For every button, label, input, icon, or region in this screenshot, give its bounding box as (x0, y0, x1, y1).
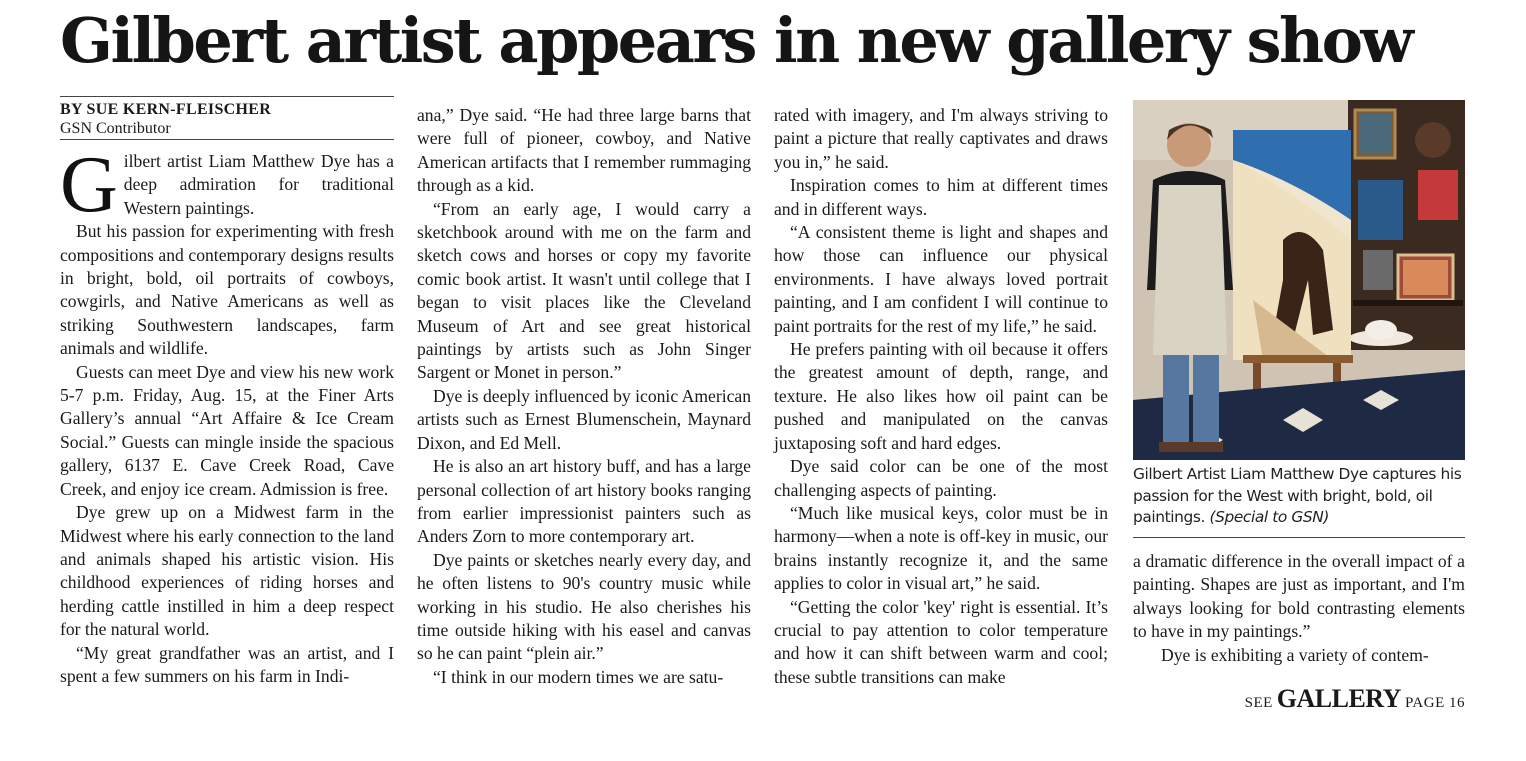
paragraph: He prefers painting with oil because it offers the greatest amount of depth, range, and texture. He also likes how oil paint can be pushed and manipulated on the canvas juxtaposing soft and hard edges. (774, 339, 1108, 453)
paragraph: Dye paints or sketches nearly every day, and he often listens to 90's country music while working in his studio. He also cherishes his time outside hiking with his easel and canvas so he can paint “plein air.” (417, 549, 751, 664)
paragraph: rated with imagery, and I'm always striving to paint a picture that really captivates and draws you in,” he said. (774, 105, 1108, 172)
article-column-4 (1133, 550, 1465, 667)
byline (60, 100, 394, 138)
headline: Gilbert artist appears in new gallery show (60, 4, 1412, 77)
paragraph: Guests can meet Dye and view his new work 5-7 p.m. Friday, Aug. 15, at the Finer Arts Gallery’s annual “Art Affaire & Ice Cream Social.” Guests can mingle inside the spacious gallery, 6137 E. Cave Creek Road, Cave Creek, and enjoy ice cream. Admission is free. (60, 361, 394, 499)
paragraph: Dye grew up on a Midwest farm in the Midwest where his early connection to the land and animals shaped his artistic vision. His childhood experiences of riding horses and herding cattle instilled in him a deep respect for the natural world. (60, 502, 394, 640)
jump-page: PAGE 16 (1404, 695, 1465, 711)
photo-caption (1133, 464, 1465, 529)
paragraph: a dramatic difference in the overall impact of a painting. Shapes are just as important, and I'm always looking for bold contrasting elements to have in my paintings.” (1133, 551, 1465, 642)
paragraph: But his passion for experimenting with fresh compositions and contemporary designs results in bright, bold, oil portraits of cowboys, cowgirls, and Native Americans as well as striking Southwestern landscapes, farm animals and wildlife. (60, 221, 394, 359)
byline-bottom-rule (60, 139, 394, 140)
article-column-2 (417, 104, 751, 689)
artist-studio-photo (1133, 100, 1465, 460)
article-photo (1133, 100, 1465, 460)
byline-author: BY SUE KERN-FLEISCHER (60, 101, 272, 118)
lead-paragraph: Gilbert artist Liam Matthew Dye has a deep admiration for traditional Western paintings. (60, 141, 394, 229)
paragraph: “I think in our modern times we are satu- (433, 666, 724, 687)
photo-credit: (Special to GSN) (1209, 508, 1329, 526)
jump-line (1133, 684, 1465, 714)
paragraph: Dye said color can be one of the most challenging aspects of painting. (774, 456, 1108, 500)
byline-role: GSN Contributor (60, 120, 171, 137)
paragraph: Dye is deeply influenced by iconic American artists such as Ernest Blumenschein, Maynard Dixon, and Ed Mell. (417, 385, 751, 453)
jump-see: SEE (1244, 695, 1273, 711)
paragraph: “Much like musical keys, color must be in harmony—when a note is off-key in music, our brains instantly recognize it, and the same applies to color in visual art,” he said. (774, 502, 1108, 594)
dropcap: G (60, 141, 118, 229)
paragraph: “From an early age, I would carry a sketchbook around with me on the farm and sketch cows and horses or copy my favorite comic book artist. It wasn't until college that I began to visit places like the Cleveland Museum of Art and see great historical paintings by artists such as John Singer Sargent or Monet in person.” (417, 198, 751, 383)
paragraph: He is also an art history buff, and has a large personal collection of art history books ranging from earlier impressionist painters such as Anders Zorn to more contemporary art. (417, 456, 751, 547)
paragraph: ana,” Dye said. “He had three large barns that were full of pioneer, cowboy, and Native American artifacts that I remember rummaging through as a kid. (417, 105, 751, 196)
article-column-3 (774, 104, 1108, 689)
byline-top-rule (60, 96, 394, 97)
paragraph: “A consistent theme is light and shapes and how those can influence our physical environments. I have always loved portrait painting, and I am confident I will continue to paint portraits for the rest of my life,” he said. (774, 222, 1108, 336)
photo-caption-text: Gilbert Artist Liam Matthew Dye captures his passion for the West with bright, bold, oil paintings. (1133, 465, 1462, 526)
paragraph: Inspiration comes to him at different times and in different ways. (774, 175, 1108, 219)
jump-section: GALLERY (1276, 684, 1401, 713)
paragraph: “My great grandfather was an artist, and I spent a few summers on his farm in Indi- (60, 642, 394, 686)
article-column-1 (60, 141, 394, 688)
caption-rule (1133, 537, 1465, 538)
paragraph: “Getting the color 'key' right is essential. It’s crucial to pay attention to color temperature and how it can shift between warm and cool; these subtle transitions can make (774, 596, 1108, 687)
paragraph: Dye is exhibiting a variety of contem- (1161, 644, 1429, 665)
